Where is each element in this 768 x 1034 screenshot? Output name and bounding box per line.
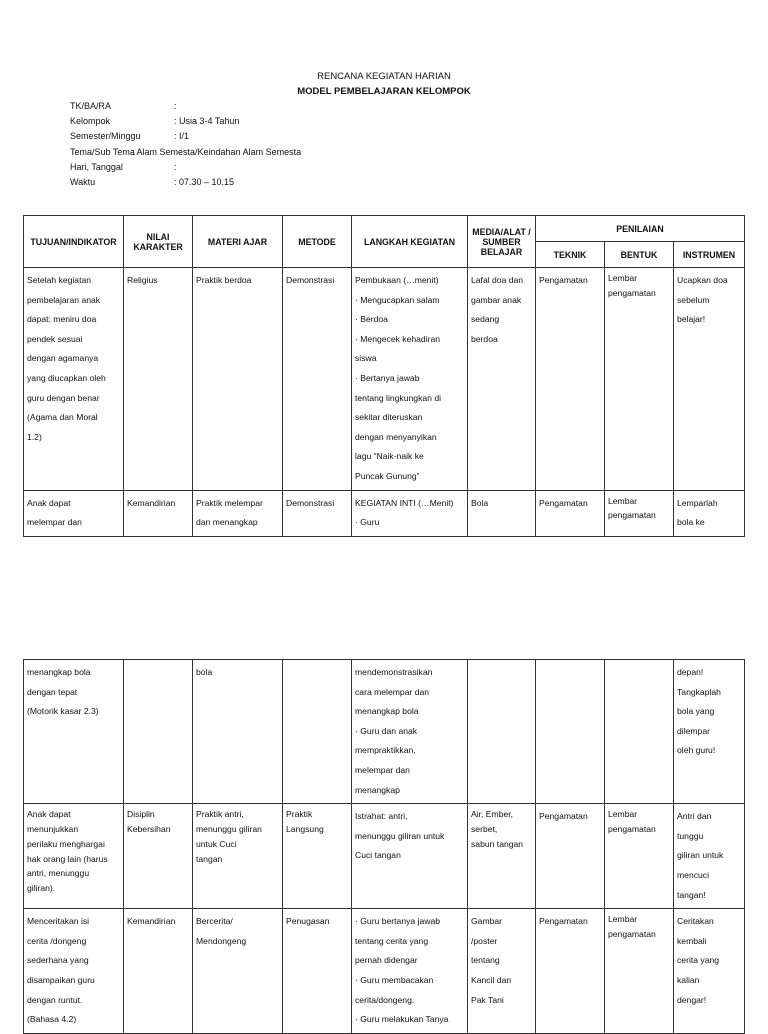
lesson-plan-table-page2 <box>23 659 745 1034</box>
materi-text <box>196 912 279 951</box>
info-value: : I/1 <box>174 131 190 142</box>
cell-line: menangkap bola <box>355 706 419 717</box>
cell-tujuan <box>24 268 124 491</box>
materi-text <box>196 807 279 866</box>
cell-media <box>468 909 536 1034</box>
cell-line: siswa <box>355 353 377 364</box>
cell-line: pengamatan <box>608 823 656 834</box>
cell-line: · Guru dan anak <box>355 725 418 736</box>
cell-teknik <box>536 490 605 536</box>
cell-line: oleh guru! <box>677 745 716 756</box>
cell-line: Ucapkan doa <box>677 275 728 285</box>
cell-materi <box>193 268 283 491</box>
header-bentuk: BENTUK <box>605 242 674 268</box>
cell-tujuan <box>24 490 124 536</box>
table-row <box>24 804 745 909</box>
cell-line: Kebersihan <box>127 823 171 834</box>
cell-metode <box>283 268 352 491</box>
cell-tujuan <box>24 660 124 804</box>
cell-nilai <box>124 660 193 804</box>
cell-line: Kancil dan <box>471 974 512 985</box>
cell-teknik <box>536 660 605 804</box>
cell-line: untuk Cuci <box>196 838 237 849</box>
cell-line: /poster <box>471 935 498 946</box>
cell-langkah <box>352 490 468 536</box>
cell-line: mencuci <box>677 869 709 880</box>
teknik-text <box>539 494 601 514</box>
bentuk-text <box>608 912 670 942</box>
cell-tujuan <box>24 909 124 1034</box>
cell-line: gambar anak <box>471 294 522 305</box>
materi-text <box>196 494 279 533</box>
cell-line: · Mengucapkan salam <box>355 294 440 305</box>
cell-line: sederhana yang <box>27 955 89 966</box>
cell-line: Praktik <box>286 809 313 820</box>
header-nilai: NILAI KARAKTER <box>124 216 193 268</box>
cell-line: Disiplin <box>127 809 155 820</box>
cell-line: dan menangkap <box>196 517 258 528</box>
cell-langkah <box>352 660 468 804</box>
header-tujuan: TUJUAN/INDIKATOR <box>24 216 124 268</box>
info-value: : Usia 3-4 Tahun <box>174 116 240 127</box>
instrumen-text <box>677 663 741 761</box>
tujuan-text <box>27 912 120 1030</box>
info-label: Hari, Tanggal <box>70 161 123 172</box>
cell-line: menangkap <box>355 784 400 795</box>
cell-line: (Motorik kasar 2.3) <box>27 706 99 717</box>
cell-line: mempraktikkan, <box>355 745 416 756</box>
cell-nilai <box>124 804 193 909</box>
cell-metode <box>283 804 352 909</box>
cell-line: melempar dan <box>27 517 82 528</box>
teknik-text <box>539 912 601 932</box>
cell-line: tentang <box>471 955 500 966</box>
cell-line: Pengamatan <box>539 916 588 927</box>
cell-line: pengamatan <box>608 510 656 521</box>
page2-body <box>24 660 745 1034</box>
info-label: TK/BA/RA <box>70 101 112 111</box>
header-langkah: LANGKAH KEGIATAN <box>352 216 468 268</box>
nilai-text <box>127 807 189 837</box>
cell-line: 1.2) <box>27 431 42 442</box>
metode-text <box>286 807 348 837</box>
cell-line: Lafal doa dan <box>471 275 524 285</box>
cell-line: · Guru <box>355 517 380 528</box>
cell-teknik <box>536 268 605 491</box>
teknik-text <box>539 807 601 827</box>
cell-line: Religius <box>127 275 158 285</box>
cell-line: bola <box>196 667 213 677</box>
cell-nilai <box>124 268 193 491</box>
cell-line: menunggu giliran <box>196 823 262 834</box>
cell-line: Tangkaplah <box>677 686 721 697</box>
cell-materi <box>193 660 283 804</box>
media-text <box>471 271 532 349</box>
cell-line: pengamatan <box>608 928 656 939</box>
teknik-text <box>539 271 601 291</box>
cell-line: Lembar <box>608 914 638 925</box>
cell-line: · Guru bertanya jawab <box>355 916 441 927</box>
tujuan-text <box>27 807 120 896</box>
cell-line: Antri dan <box>677 811 712 822</box>
cell-line: perilaku menghargai <box>27 838 105 849</box>
info-value: : 07.30 – 10.15 <box>174 176 235 187</box>
cell-line: dilempar <box>677 725 710 736</box>
cell-line: berdoa <box>471 333 498 344</box>
cell-line: giliran untuk <box>677 850 724 861</box>
cell-line: disampaikan guru <box>27 974 95 985</box>
cell-instrumen <box>674 909 745 1034</box>
metode-text <box>286 494 348 514</box>
cell-metode <box>283 909 352 1034</box>
cell-line: dengan agamanya <box>27 353 99 364</box>
cell-tujuan <box>24 804 124 909</box>
cell-line: antri, menunggu <box>27 868 90 879</box>
cell-line: Bercerita/ <box>196 916 233 927</box>
cell-media <box>468 490 536 536</box>
cell-bentuk <box>605 909 674 1034</box>
cell-line: Cuci tangan <box>355 850 401 861</box>
cell-langkah <box>352 268 468 491</box>
cell-line: pengamatan <box>608 287 656 298</box>
cell-line: Demonstrasi <box>286 497 335 508</box>
cell-line: Puncak Gunung” <box>355 470 420 481</box>
cell-line: Ceritakan <box>677 916 714 927</box>
media-text <box>471 807 532 851</box>
cell-line: menangkap bola <box>27 667 91 677</box>
cell-line: Menceritakan isi <box>27 916 90 927</box>
cell-line: Pembukaan (…menit) <box>355 275 439 285</box>
cell-langkah <box>352 804 468 909</box>
cell-line: Praktik antri, <box>196 809 244 820</box>
header-teknik: TEKNIK <box>536 242 605 268</box>
cell-line: Gambar <box>471 916 503 927</box>
cell-line: Demonstrasi <box>286 275 335 285</box>
langkah-text <box>355 494 464 533</box>
cell-line: · Guru melakukan Tanya <box>355 1014 449 1025</box>
metode-text <box>286 271 348 291</box>
cell-media <box>468 660 536 804</box>
header-instrumen: INSTRUMEN <box>674 242 745 268</box>
header-media: MEDIA/ALAT / SUMBER BELAJAR <box>468 216 536 268</box>
cell-line: hak orang lain (harus <box>27 853 108 864</box>
cell-media <box>468 804 536 909</box>
cell-line: cerita /dongeng <box>27 935 87 946</box>
cell-line: bola ke <box>677 517 705 528</box>
cell-line: dengar! <box>677 994 707 1005</box>
cell-line: menunggu giliran untuk <box>355 830 445 841</box>
cell-line: guru dengan benar <box>27 392 100 403</box>
cell-line: dengan tepat <box>27 686 78 697</box>
cell-bentuk <box>605 660 674 804</box>
bentuk-text <box>608 494 670 524</box>
cell-line: Lembar <box>608 495 638 506</box>
cell-line: Kemandirian <box>127 916 176 927</box>
cell-line: (Bahasa 4.2) <box>27 1014 77 1025</box>
instrumen-text <box>677 271 741 330</box>
cell-line: Setelah kegiatan <box>27 275 92 285</box>
cell-line: depan! <box>677 667 704 677</box>
cell-line: kalian <box>677 974 700 985</box>
bentuk-text <box>608 271 670 301</box>
cell-line: kembali <box>677 935 707 946</box>
cell-metode <box>283 490 352 536</box>
cell-line: melempar dan <box>355 764 410 775</box>
instrumen-text <box>677 494 741 533</box>
cell-line: Lembar <box>608 809 638 820</box>
cell-materi <box>193 804 283 909</box>
cell-line: Air, Ember, <box>471 809 514 820</box>
instrumen-text <box>677 912 741 1010</box>
cell-line: Lembar <box>608 273 638 283</box>
cell-line: Pengamatan <box>539 275 588 285</box>
cell-line: Pengamatan <box>539 497 588 508</box>
cell-line: Penugasan <box>286 916 330 927</box>
cell-line: cerita yang <box>677 955 720 966</box>
cell-line: · Berdoa <box>355 314 388 325</box>
cell-bentuk <box>605 804 674 909</box>
cell-line: dengan runtut. <box>27 994 83 1005</box>
nilai-text <box>127 494 189 514</box>
table-row <box>24 490 745 536</box>
cell-line: lagu “Naik-naik ke <box>355 451 424 462</box>
cell-line: tentang lingkungkan di <box>355 392 442 403</box>
cell-line: Anak dapat <box>27 809 71 820</box>
info-value: : <box>174 161 177 172</box>
cell-line: Kemandirian <box>127 497 176 508</box>
cell-line: Praktik melempar <box>196 497 263 508</box>
cell-line: tentang cerita yang <box>355 935 429 946</box>
header-materi: MATERI AJAR <box>193 216 283 268</box>
cell-media <box>468 268 536 491</box>
cell-teknik <box>536 909 605 1034</box>
document-title: RENCANA KEGIATAN HARIAN <box>317 71 451 82</box>
cell-line: Lemparlah <box>677 497 718 508</box>
cell-line: tunggu <box>677 830 704 841</box>
cell-line: cerita/dongeng. <box>355 994 415 1005</box>
cell-line: tangan! <box>677 889 706 900</box>
info-label: Kelompok <box>70 116 111 127</box>
cell-line: Langsung <box>286 823 324 834</box>
info-label: Tema/Sub Tema <box>70 146 135 157</box>
cell-line: sekitar diteruskan <box>355 412 423 423</box>
cell-line: pernah didengar <box>355 955 418 966</box>
cell-bentuk <box>605 490 674 536</box>
cell-line: yang diucapkan oleh <box>27 372 106 383</box>
cell-bentuk <box>605 268 674 491</box>
cell-line: · Guru membacakan <box>355 974 434 985</box>
table-row <box>24 909 745 1034</box>
lesson-plan-table-page1 <box>23 215 745 537</box>
cell-materi <box>193 490 283 536</box>
cell-line: tangan <box>196 853 223 864</box>
cell-langkah <box>352 909 468 1034</box>
nilai-text <box>127 912 189 932</box>
cell-line: Pengamatan <box>539 811 588 822</box>
page1-body <box>24 268 745 537</box>
cell-line: bola yang <box>677 706 715 717</box>
table-row <box>24 660 745 804</box>
cell-instrumen <box>674 804 745 909</box>
cell-line: sabun tangan <box>471 838 524 849</box>
cell-line: belajar! <box>677 314 706 325</box>
nilai-text <box>127 271 189 291</box>
langkah-text <box>355 271 464 487</box>
cell-metode <box>283 660 352 804</box>
cell-line: Bola <box>471 497 489 508</box>
cell-line: (Agama dan Moral <box>27 412 98 423</box>
tujuan-text <box>27 494 120 533</box>
cell-line: serbet, <box>471 823 498 834</box>
info-label: Semester/Minggu <box>70 131 141 142</box>
cell-line: dapat: meniru doa <box>27 314 97 325</box>
bentuk-text <box>608 807 670 837</box>
cell-line: Pak Tani <box>471 994 504 1005</box>
media-text <box>471 912 532 1010</box>
table-row <box>24 268 745 491</box>
cell-line: sebelum <box>677 294 710 305</box>
langkah-text <box>355 807 464 866</box>
materi-text <box>196 663 279 683</box>
cell-line: · Bertanya jawab <box>355 372 420 383</box>
cell-line: sedang <box>471 314 500 325</box>
info-label: Waktu <box>70 176 96 187</box>
tujuan-text <box>27 663 120 722</box>
cell-teknik <box>536 804 605 909</box>
cell-line: mendemonstrasikan <box>355 667 433 677</box>
header-metode: METODE <box>283 216 352 268</box>
cell-instrumen <box>674 490 745 536</box>
cell-materi <box>193 909 283 1034</box>
metode-text <box>286 912 348 932</box>
langkah-text <box>355 912 464 1030</box>
header-penilaian: PENILAIAN <box>536 216 745 242</box>
cell-line: giliran). <box>27 883 56 894</box>
cell-line: Anak dapat <box>27 497 71 508</box>
materi-text <box>196 271 279 291</box>
cell-line: KEGIATAN INTI (…Menit) <box>355 497 454 508</box>
cell-instrumen <box>674 268 745 491</box>
cell-nilai <box>124 490 193 536</box>
langkah-text <box>355 663 464 800</box>
cell-line: · Mengecek kehadiran <box>355 333 441 344</box>
media-text <box>471 494 532 514</box>
cell-line: Mendongeng <box>196 935 247 946</box>
cell-line: dengan menyanyikan <box>355 431 437 442</box>
info-value: : Alam Semesta/Keindahan Alam Semesta <box>132 146 302 157</box>
cell-instrumen <box>674 660 745 804</box>
cell-line: Praktik berdoa <box>196 275 252 285</box>
cell-line: cara melempar dan <box>355 686 430 697</box>
info-value: : <box>174 101 177 111</box>
instrumen-text <box>677 807 741 905</box>
cell-line: pembelajaran anak <box>27 294 101 305</box>
cell-line: menunjukkan <box>27 823 79 834</box>
tujuan-text <box>27 271 120 447</box>
document-subtitle: MODEL PEMBELAJARAN KELOMPOK <box>297 86 471 97</box>
cell-nilai <box>124 909 193 1034</box>
cell-line: pendek sesuai <box>27 333 83 344</box>
cell-line: Istrahat: antri, <box>355 811 408 822</box>
